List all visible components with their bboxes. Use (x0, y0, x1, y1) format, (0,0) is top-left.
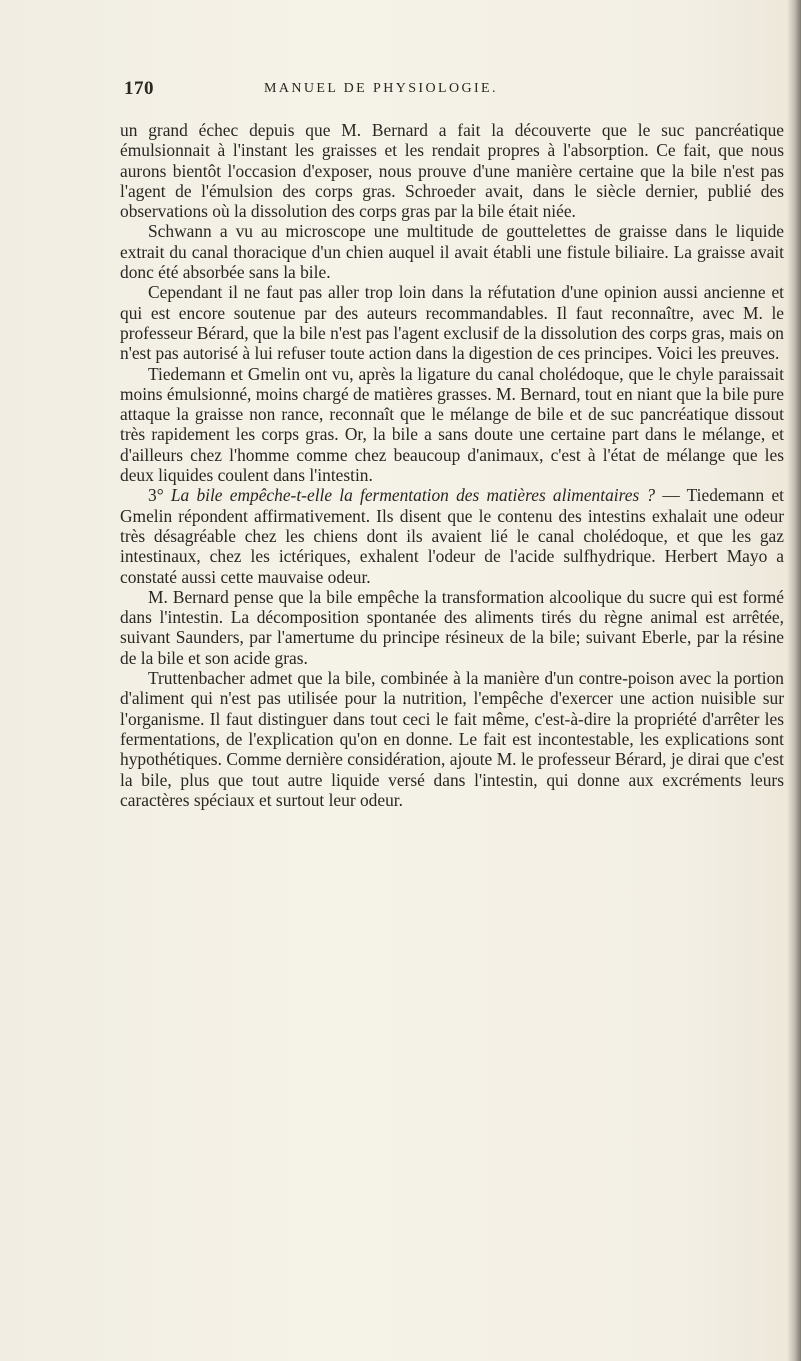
body-text (120, 120, 784, 810)
section-title: La bile empêche-t-elle la fermentation des matières alimentaires ? (170, 485, 656, 506)
section-3-paragraph (120, 485, 784, 586)
page-edge-shadow (787, 0, 801, 1361)
paragraph-2: Schwann a vu au microscope une multitude de gouttelettes de graisse dans le liquide extrait du canal thoracique d'un chien auquel il avait établi une fistule biliaire. La graisse avait donc été absorbée sans la bile. (120, 221, 784, 283)
section-number: 3° (148, 485, 164, 506)
paragraph-6: M. Bernard pense que la bile empêche la transformation alcoolique du sucre qui est formé dans l'intestin. La décomposition spontanée des aliments tirés du règne animal est arrêtée, suivant Saunders, par l'amertume du principe résineux de la bile; suivant Eberle, par la résine de la bile et son acide gras. (120, 586, 784, 668)
paragraph-3: Cependant il ne faut pas aller trop loin dans la réfutation d'une opinion aussi ancienne et qui est encore soutenue par des auteurs recommandables. Il faut reconnaître, avec M. le professeur Bérard, que la bile n'est pas l'agent exclusif de la dissolution des corps gras, mais on n'est pas autorisé à lui refuser toute action dans la digestion de ces principes. Voici les preuves. (120, 282, 784, 364)
paragraph-4: Tiedemann et Gmelin ont vu, après la ligature du canal cholédoque, que le chyle paraissait moins émulsionné, moins chargé de matières grasses. M. Bernard, tout en niant que la bile pure attaque la graisse non rance, reconnaît que le mélange de bile et de suc pancréatique dissout très rapidement les corps gras. Or, la bile a sans doute une certaine part dans le mélange, et d'ailleurs chez l'homme comme chez beaucoup d'animaux, c'est à l'état de mélange que les deux liquides coulent dans l'intestin. (120, 363, 784, 486)
page-number: 170 (124, 78, 154, 99)
running-title: MANUEL DE PHYSIOLOGIE. (264, 81, 498, 96)
section-text: — Tiedemann et Gmelin répondent affirmativement. Ils disent que le contenu des intestins exhalait une odeur très désagréable chez les chiens dont ils avaient lié le canal cholédoque, et que les gaz intestinaux, chez les ictériques, exhalent l'odeur de l'acide sulfhydrique. Herbert Mayo a constaté aussi cette mauvaise odeur. (120, 485, 784, 587)
paragraph-1: un grand échec depuis que M. Bernard a fait la découverte que le suc pancréatique émulsionnait à l'instant les graisses et les rendait propres à l'absorption. Ce fait, que nous aurons bientôt l'occasion d'exposer, nous prouve d'une manière certaine que la bile n'est pas l'agent de l'émulsion des corps gras. Schroeder avait, dans le siècle dernier, publié des observations où la dissolution des corps gras par la bile était niée. (120, 120, 784, 222)
paragraph-7: Truttenbacher admet que la bile, combinée à la manière d'un contre-poison avec la portion d'aliment qui n'est pas utilisée pour la nutrition, l'empêche d'exercer une action nuisible sur l'organisme. Il faut distinguer dans tout ceci le fait même, c'est-à-dire la propriété d'arrêter les fermentations, de l'explication qu'on en donne. Le fait est incontestable, les explications sont hypothétiques. Comme dernière considération, ajoute M. le professeur Bérard, je dirai que c'est la bile, plus que tout autre liquide versé dans l'intestin, qui donne aux excréments leurs caractères spéciaux et surtout leur odeur. (120, 668, 784, 810)
page-header (124, 78, 774, 106)
